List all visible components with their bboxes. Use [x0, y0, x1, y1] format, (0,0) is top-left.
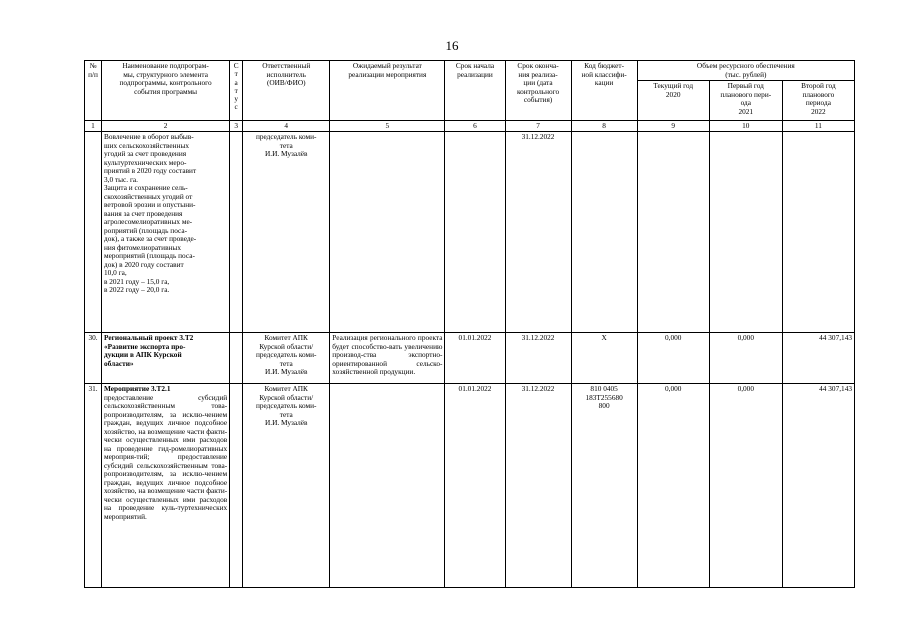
- header-num: № п/п: [85, 61, 102, 121]
- row-end: 31.12.2022: [505, 384, 571, 588]
- column-index: 4: [243, 121, 330, 132]
- row-y2022: 44 307,143: [782, 384, 854, 588]
- row-name-title: Мероприятие 3.Т2.1: [104, 384, 171, 393]
- row-num: 30.: [85, 333, 102, 384]
- row-y2020: [637, 132, 709, 333]
- column-index: 10: [709, 121, 782, 132]
- row-result: [330, 384, 445, 588]
- row-end: 31.12.2022: [505, 333, 571, 384]
- header-funding: Объем ресурсного обеспечения (тыс. рублей): [637, 61, 854, 81]
- header-responsible: Ответственный исполнитель (ОИВ/ФИО): [243, 61, 330, 121]
- row-budget-code: Х: [571, 333, 637, 384]
- row-result: Реализация регионального проекта будет способство-вать увеличению производ-ства экспортно-ориентированной сельско-хозяйственной продукции.: [330, 333, 445, 384]
- row-y2021: 0,000: [709, 384, 782, 588]
- table-row: [85, 333, 855, 384]
- header-year-first: Первый год планового пери- ода 2021: [709, 81, 782, 121]
- column-index: 5: [330, 121, 445, 132]
- row-name-cell: [102, 384, 230, 588]
- row-responsible: председатель коми- тета И.И. Музалёв: [243, 132, 330, 333]
- row-y2020: 0,000: [637, 333, 709, 384]
- header-year-second: Второй год планового периода 2022: [782, 81, 854, 121]
- row-y2022: [782, 132, 854, 333]
- row-start: 01.01.2022: [445, 333, 505, 384]
- header-status: С т а т у с: [230, 61, 243, 121]
- row-name-text: предоставление субсидий сельскохозяйственным това-ропроизводителям, за исклю-чением граждан, ведущих личное подсобное хозяйство, на возмещение части факти-чески осуществленных ими расходов на проведение гид-ромелиоративных мероприя-тий; предоставление субсидий сельскохозяйственным това-ропроизводителям, за исклю-чением граждан, ведущих личное подсобное хозяйство, на возмещение части факти-чески осуществленных ими расходов на проведение куль-туртехнических мероприятий.: [104, 392, 228, 521]
- header-start: Срок начала реализации: [445, 61, 505, 121]
- column-index: 9: [637, 121, 709, 132]
- header-end: Срок оконча- ния реализа- ции (дата контрольного события): [505, 61, 571, 121]
- resource-table: [84, 60, 855, 588]
- row-y2021: [709, 132, 782, 333]
- header-name: Наименование подпрограм- мы, структурного элемента подпрограммы, контрольного события программы: [102, 61, 230, 121]
- page-number: 16: [445, 38, 459, 53]
- row-responsible: Комитет АПК Курской области/ председатель коми- тета И.И. Музалёв: [243, 384, 330, 588]
- header-year-current: Текущий год 2020: [637, 81, 709, 121]
- row-y2020: 0,000: [637, 384, 709, 588]
- column-index: 6: [445, 121, 505, 132]
- row-start: [445, 132, 505, 333]
- header-budget-code: Код бюджет- ной классифи- кации: [571, 61, 637, 121]
- header-result: Ожидаемый результат реализации мероприятия: [330, 61, 445, 121]
- row-budget-code: [571, 132, 637, 333]
- row-end: 31.12.2022: [505, 132, 571, 333]
- row-num: [85, 132, 102, 333]
- row-name-text: Вовлечение в оборот выбыв- ших сельскохозяйственных угодий за счет проведения культуртехнических меро- приятий в 2020 году составит 3,0 тыс. га. Защита и сохранение сель- скохозяйственных угодий от ветровой эрозии и опустыни- вания за счет проведения агролесомелиоративных ме- роприятий (площадь поса- док), а также за счет проведе- ния фитомелиоративных мероприятий (площадь поса- док) в 2020 году составит 10,0 га, в 2021 году – 15,0 га, в 2022 году – 20,0 га.: [102, 132, 230, 333]
- row-budget-code: 810 0405 183Т255680 800: [571, 384, 637, 588]
- column-index-row: [85, 121, 855, 132]
- row-start: 01.01.2022: [445, 384, 505, 588]
- row-name-title: Региональный проект 3.Т2 «Развитие экспорта про- дукции в АПК Курской области»: [102, 333, 230, 384]
- row-responsible: Комитет АПК Курской области/ председатель коми- тета И.И. Музалёв: [243, 333, 330, 384]
- row-status: [230, 384, 243, 588]
- column-index: 7: [505, 121, 571, 132]
- column-index: 2: [102, 121, 230, 132]
- column-index: 11: [782, 121, 854, 132]
- column-index: 8: [571, 121, 637, 132]
- row-result: [330, 132, 445, 333]
- row-status: [230, 333, 243, 384]
- row-y2022: 44 307,143: [782, 333, 854, 384]
- table-row: [85, 384, 855, 588]
- row-y2021: 0,000: [709, 333, 782, 384]
- table-row: [85, 132, 855, 333]
- row-num: 31.: [85, 384, 102, 588]
- row-status: [230, 132, 243, 333]
- column-index: 3: [230, 121, 243, 132]
- column-index: 1: [85, 121, 102, 132]
